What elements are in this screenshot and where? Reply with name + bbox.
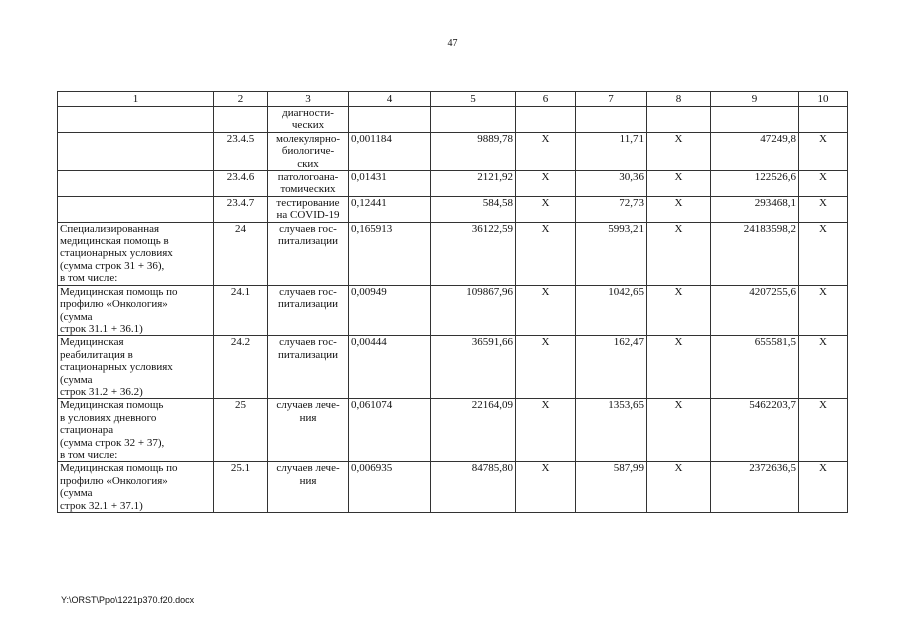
table-cell: Х: [516, 196, 576, 222]
table-cell: [214, 107, 268, 133]
table-cell: Х: [799, 222, 848, 285]
table-cell: Х: [516, 336, 576, 399]
table-cell: 11,71: [576, 132, 647, 170]
table-cell: случаев гос- питализации: [268, 285, 349, 336]
table-cell: 4207255,6: [711, 285, 799, 336]
table-cell: тестирование на COVID-19: [268, 196, 349, 222]
table-cell: [711, 107, 799, 133]
table-cell: Х: [516, 132, 576, 170]
table-cell: Х: [647, 171, 711, 197]
table-cell: [58, 171, 214, 197]
table-cell: Х: [799, 399, 848, 462]
table-cell: 23.4.6: [214, 171, 268, 197]
table-cell: [576, 107, 647, 133]
column-header: 10: [799, 92, 848, 107]
table-cell: [799, 107, 848, 133]
table-row: [58, 107, 848, 133]
table-cell: Медицинская реабилитация в стационарных условиях (сумма строк 31.2 + 36.2): [58, 336, 214, 399]
table-cell: Х: [799, 285, 848, 336]
table-cell: 5993,21: [576, 222, 647, 285]
table-cell: Х: [516, 285, 576, 336]
table-cell: 0,01431: [349, 171, 431, 197]
table-cell: [349, 107, 431, 133]
table-cell: случаев лече- ния: [268, 399, 349, 462]
table-cell: Х: [647, 222, 711, 285]
table-cell: Х: [799, 171, 848, 197]
table-cell: патологоана- томических: [268, 171, 349, 197]
table-cell: 22164,09: [431, 399, 516, 462]
column-header: 8: [647, 92, 711, 107]
table-cell: Х: [647, 285, 711, 336]
table-cell: случаев гос- питализации: [268, 336, 349, 399]
table-cell: 0,12441: [349, 196, 431, 222]
table-cell: Х: [647, 132, 711, 170]
column-header: 3: [268, 92, 349, 107]
column-header: 4: [349, 92, 431, 107]
table-cell: 109867,96: [431, 285, 516, 336]
table-cell: Х: [516, 171, 576, 197]
table-row: [58, 132, 848, 170]
table-cell: 293468,1: [711, 196, 799, 222]
table-cell: 0,006935: [349, 462, 431, 513]
table-cell: 30,36: [576, 171, 647, 197]
table-cell: [58, 132, 214, 170]
table-cell: случаев лече- ния: [268, 462, 349, 513]
table-cell: 25.1: [214, 462, 268, 513]
table-cell: 24.1: [214, 285, 268, 336]
table-cell: 23.4.7: [214, 196, 268, 222]
table-cell: Специализированная медицинская помощь в стационарных условиях (сумма строк 31 + 36), в том числе:: [58, 222, 214, 285]
table-row: [58, 462, 848, 513]
table-cell: 36122,59: [431, 222, 516, 285]
table-cell: 24.2: [214, 336, 268, 399]
table-row: [58, 399, 848, 462]
table-cell: 0,00949: [349, 285, 431, 336]
table-cell: 122526,6: [711, 171, 799, 197]
table-cell: 72,73: [576, 196, 647, 222]
table-cell: Медицинская помощь по профилю «Онкология» (сумма строк 31.1 + 36.1): [58, 285, 214, 336]
table-cell: [431, 107, 516, 133]
table-cell: 47249,8: [711, 132, 799, 170]
table-cell: 0,001184: [349, 132, 431, 170]
table-cell: 24183598,2: [711, 222, 799, 285]
table-cell: случаев гос- питализации: [268, 222, 349, 285]
table-cell: Х: [799, 196, 848, 222]
table-cell: Х: [647, 336, 711, 399]
table-cell: 0,00444: [349, 336, 431, 399]
table-cell: 2121,92: [431, 171, 516, 197]
column-header: 7: [576, 92, 647, 107]
table-cell: 9889,78: [431, 132, 516, 170]
table-row: [58, 336, 848, 399]
table-cell: Х: [647, 196, 711, 222]
table-cell: 1353,65: [576, 399, 647, 462]
table-cell: 162,47: [576, 336, 647, 399]
table-cell: 655581,5: [711, 336, 799, 399]
column-header: 5: [431, 92, 516, 107]
table-cell: [647, 107, 711, 133]
table-cell: 1042,65: [576, 285, 647, 336]
table-cell: 2372636,5: [711, 462, 799, 513]
table-cell: 25: [214, 399, 268, 462]
page-number: 47: [447, 38, 458, 49]
table-cell: Х: [516, 399, 576, 462]
table-cell: Х: [647, 399, 711, 462]
table-cell: молекулярно- биологиче- ских: [268, 132, 349, 170]
table-cell: Медицинская помощь в условиях дневного стационара (сумма строк 32 + 37), в том числе:: [58, 399, 214, 462]
column-header: 2: [214, 92, 268, 107]
table-cell: Х: [516, 462, 576, 513]
data-table: [57, 91, 848, 513]
table-cell: 584,58: [431, 196, 516, 222]
table-cell: 587,99: [576, 462, 647, 513]
table-cell: Медицинская помощь по профилю «Онкология» (сумма строк 32.1 + 37.1): [58, 462, 214, 513]
table-cell: [516, 107, 576, 133]
table-cell: 84785,80: [431, 462, 516, 513]
table-cell: диагности- ческих: [268, 107, 349, 133]
table-cell: Х: [647, 462, 711, 513]
column-header: 9: [711, 92, 799, 107]
table-header-row: [58, 92, 848, 107]
table-cell: 0,165913: [349, 222, 431, 285]
table-row: [58, 171, 848, 197]
table-row: [58, 196, 848, 222]
column-header: 1: [58, 92, 214, 107]
table-cell: Х: [799, 462, 848, 513]
table-cell: 5462203,7: [711, 399, 799, 462]
table-cell: 23.4.5: [214, 132, 268, 170]
column-header: 6: [516, 92, 576, 107]
table-cell: 36591,66: [431, 336, 516, 399]
table-cell: Х: [799, 336, 848, 399]
table-cell: 24: [214, 222, 268, 285]
table-cell: [58, 107, 214, 133]
table-cell: [58, 196, 214, 222]
table-row: [58, 222, 848, 285]
table-cell: 0,061074: [349, 399, 431, 462]
table-cell: Х: [516, 222, 576, 285]
table-row: [58, 285, 848, 336]
document-file-path: Y:\ORST\Ppo\1221p370.f20.docx: [61, 595, 195, 605]
table-cell: Х: [799, 132, 848, 170]
